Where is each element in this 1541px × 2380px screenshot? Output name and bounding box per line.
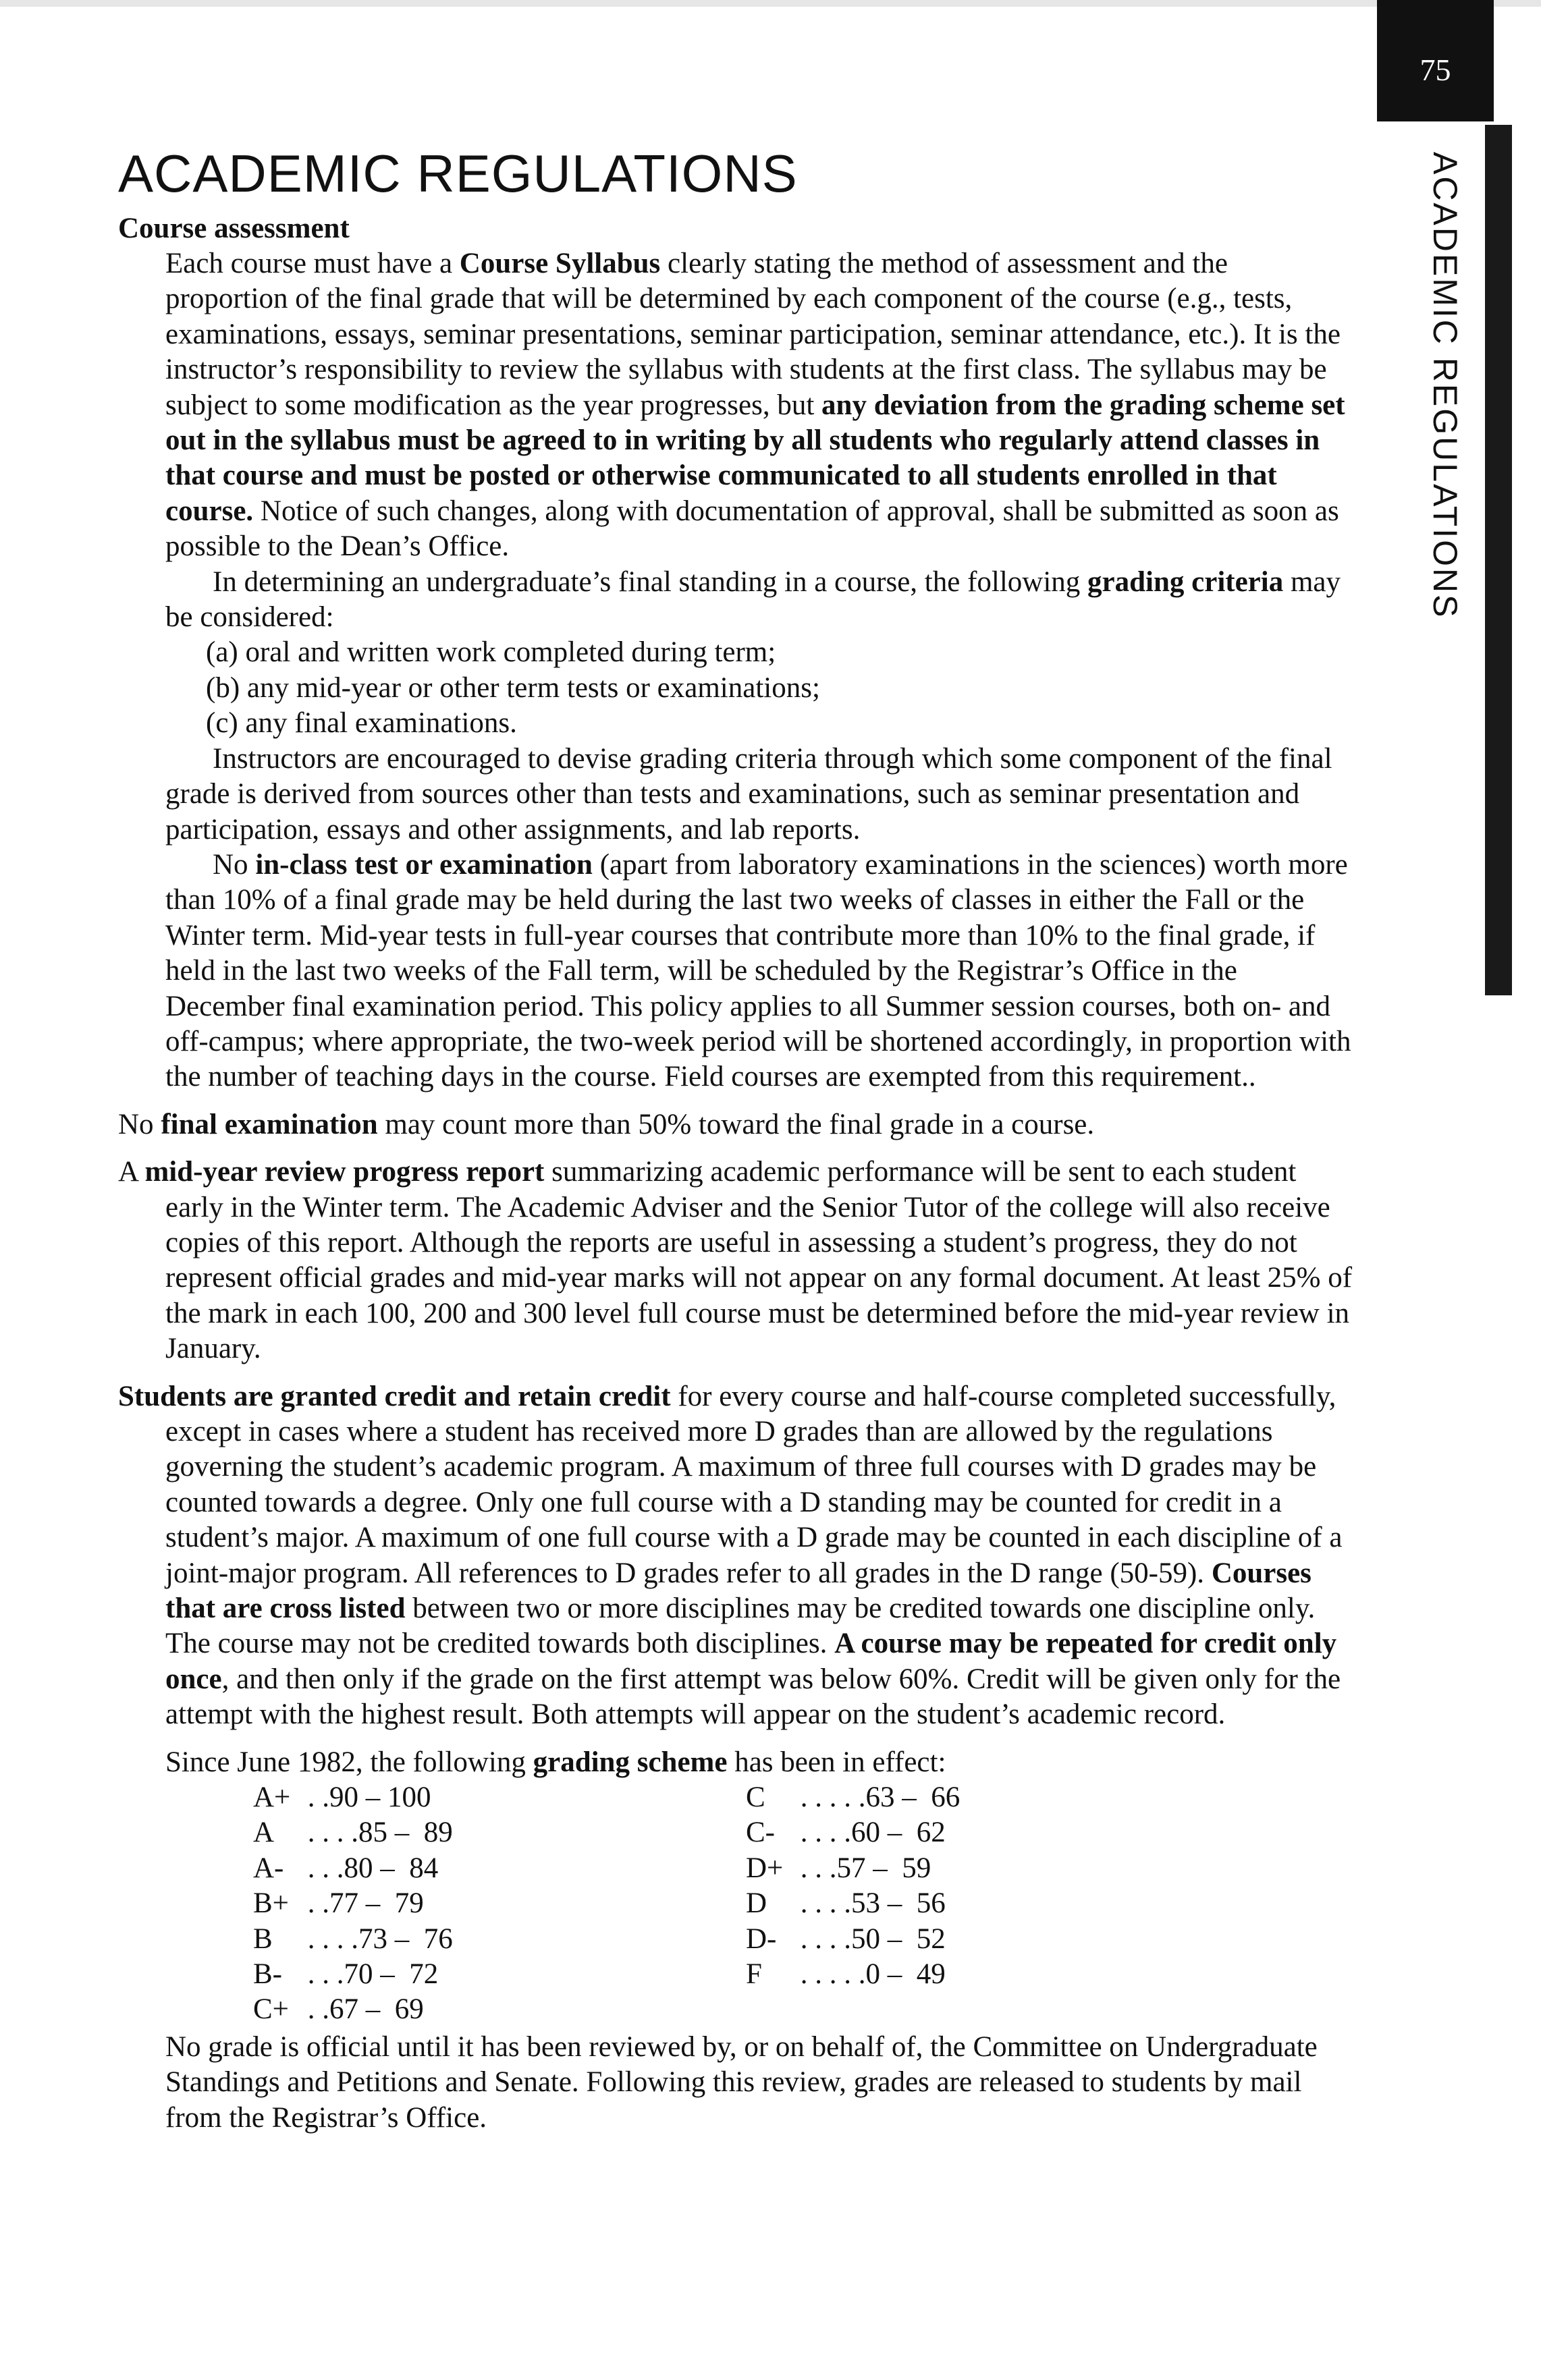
grade-row: A- . . .80 – 84 [253, 1852, 439, 1884]
grade-row: D . . . .53 – 56 [746, 1887, 946, 1920]
grade-row: F . . . . .0 – 49 [746, 1958, 946, 1991]
grade-row: C- . . . .60 – 62 [746, 1817, 946, 1849]
grades-column-right [746, 1780, 960, 1992]
grade-row: B- . . .70 – 72 [253, 1958, 439, 1991]
paragraph-credit: Students are granted credit and retain credit for every course and half-course completed successfully, except in cases where a student has received more D grades than are allowed by the regulations governing the student’s academic program. A maximum of three full courses with D grades may be counted towards a degree. Only one full course with a D standing may be counted for credit in a student’s major. A maximum of one full course with a D grade may be counted in each discipline of a joint-major program. All references to D grades refer to all grades in the D range (50-59). Courses that are cross listed between two or more disciplines may be credited towards one discipline only. The course may not be credited towards both disciplines. A course may be repeated for credit only once, and then only if the grade on the first attempt was below 60%. Credit will be given only for the attempt with the highest result. Both attempts will appear on the student’s academic record. [118, 1380, 1343, 1731]
side-bar [1485, 125, 1512, 995]
criteria-item: (c) any final examinations. [206, 707, 517, 740]
page-number: 75 [1420, 53, 1451, 87]
paragraph-final-exam: No final examination may count more than 50% toward the final grade in a course. [118, 1108, 1095, 1140]
side-section-title: ACADEMIC REGULATIONS [1426, 152, 1464, 619]
paragraph-instructors: Instructors are encouraged to devise grading criteria through which some component of the final grade is derived from sources other than tests and examinations, such as seminar presentation and participation, essays and other assignments, and lab reports. [165, 742, 1332, 846]
top-border [0, 0, 1541, 7]
grade-row: B . . . .73 – 76 [253, 1922, 453, 1955]
grading-scheme-table [253, 1780, 1353, 2030]
paragraph-grading-criteria: In determining an undergraduate’s final standing in a course, the following grading criteria may be considered: [165, 565, 1341, 634]
paragraph-in-class-test: No in-class test or examination (apart from laboratory examinations in the sciences) worth more than 10% of a final grade may be held during the last two weeks of classes in either the Fall or the Winter term. Mid-year tests in full-year courses that contribute more than 10% to the final grade, if held in the last two weeks of the Fall term, will be scheduled by the Registrar’s Office in the December final examination period. This policy applies to all Summer session courses, both on- and off-campus; where appropriate, the two-week period will be shortened accordingly, in proportion with the number of teaching days in the course. Field courses are exempted from this requirement.. [165, 848, 1351, 1093]
section-heading: Course assessment [118, 213, 350, 244]
page-title: ACADEMIC REGULATIONS [118, 144, 798, 203]
grade-row: D- . . . .50 – 52 [746, 1922, 946, 1955]
paragraph-mid-year-review: A mid-year review progress report summarizing academic performance will be sent to each student early in the Winter term. The Academic Adviser and the Senior Tutor of the college will also receive copies of this report. Although the reports are useful in assessing a student’s progress, they do not represent official grades and mid-year marks will not appear on any formal document. At least 25% of the mark in each 100, 200 and 300 level full course must be determined before the mid-year review in January. [118, 1156, 1353, 1365]
grades-column-left [253, 1780, 453, 2028]
grade-row: C+ . .67 – 69 [253, 1993, 424, 2026]
grade-row: B+ . .77 – 79 [253, 1887, 424, 1920]
grade-row: D+ . . .57 – 59 [746, 1852, 931, 1884]
paragraph-grading-scheme: Since June 1982, the following grading scheme has been in effect: [165, 1746, 946, 1778]
grade-row: A . . . .85 – 89 [253, 1817, 453, 1849]
grade-row: A+ . .90 – 100 [253, 1781, 431, 1814]
criteria-item: (b) any mid-year or other term tests or examinations; [206, 671, 820, 704]
paragraph-official-grades: No grade is official until it has been reviewed by, or on behalf of, the Committee on Undergraduate Standings and Petitions and Senate. Following this review, grades are released to students by mail from the Registrar’s Office. [165, 2031, 1318, 2134]
grade-row: C . . . . .63 – 66 [746, 1781, 961, 1814]
page-content [118, 145, 1353, 2136]
paragraph-syllabus: Each course must have a Course Syllabus clearly stating the method of assessment and the proportion of the final grade that will be determined by each component of the course (e.g., tests, examinations, essays, seminar presentations, seminar participation, seminar attendance, etc.). It is the instructor’s responsibility to review the syllabus with students at the first class. The syllabus may be subject to some modification as the year progresses, but any deviation from the grading scheme set out in the syllabus must be agreed to in writing by all students who regularly attend classes in that course and must be posted or otherwise communicated to all students enrolled in that course. Notice of such changes, along with documentation of approval, shall be submitted as soon as possible to the Dean’s Office. [165, 248, 1345, 563]
criteria-item: (a) oral and written work completed during term; [206, 636, 776, 669]
page-number-tab [1377, 0, 1494, 121]
